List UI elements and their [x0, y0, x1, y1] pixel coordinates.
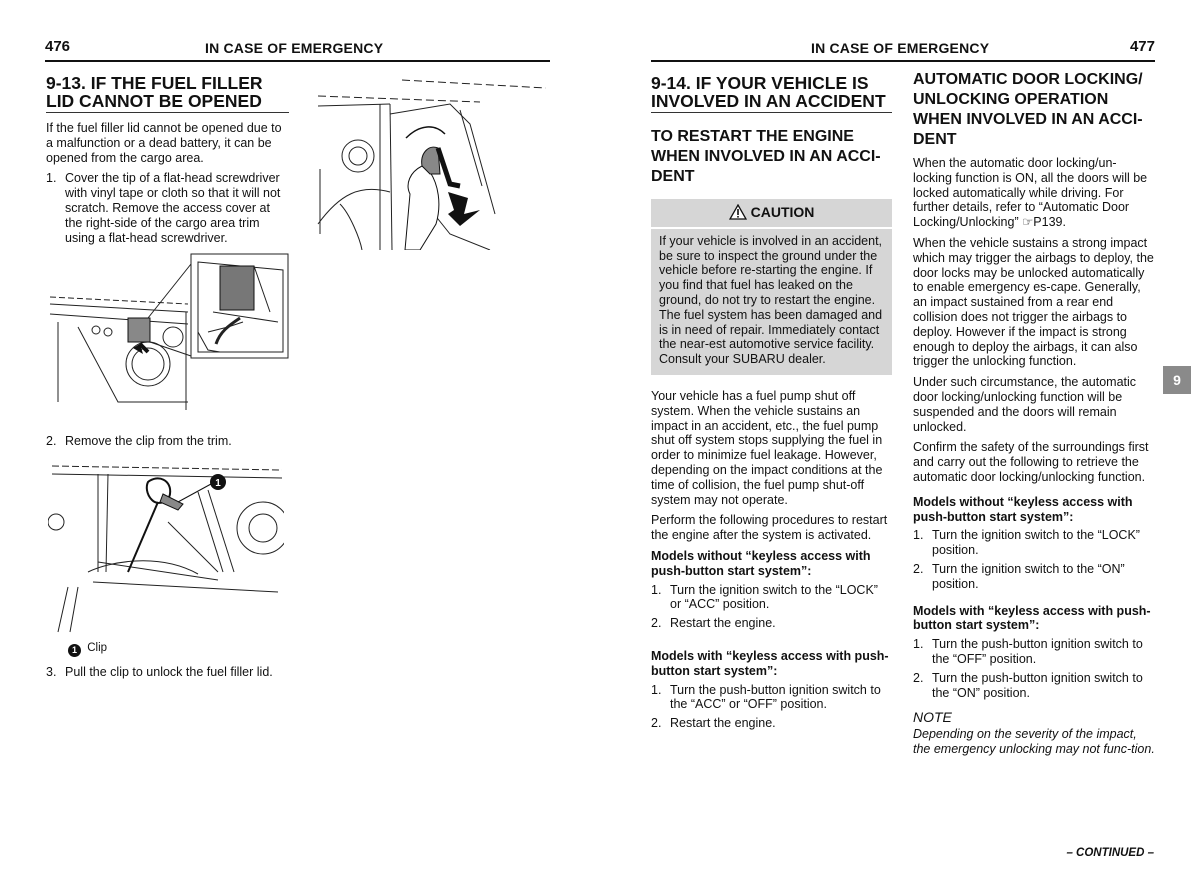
list-item: [913, 637, 1155, 667]
list-item: [46, 434, 289, 449]
left-step-3: [46, 665, 306, 686]
figure-access-cover: [48, 252, 290, 412]
list-item: [913, 562, 1155, 592]
page-number: 476: [45, 38, 71, 55]
list-item: [46, 171, 289, 245]
caption-label: Clip: [87, 642, 108, 654]
left-column: [46, 74, 289, 251]
step-text: Restart the engine.: [670, 616, 776, 631]
note-label: NOTE: [913, 709, 952, 726]
section-title: AUTOMATIC DOOR LOCKING/ UNLOCKING OPERATION WHEN INVOLVED IN AN ACCI-DENT: [913, 71, 1143, 148]
list-item: [651, 716, 892, 731]
note-text: Depending on the severity of the impact, the emergency unlocking may not func-tion.: [913, 727, 1155, 756]
figure-pull-clip: [310, 74, 550, 250]
step-number: 2.: [46, 434, 57, 448]
step-text: Turn the ignition switch to the “LOCK” or “ACC” position.: [670, 582, 878, 612]
intro-paragraph: If the fuel filler lid cannot be opened due to a malfunction or a dead battery, it can be opened from the cargo area.: [46, 121, 282, 165]
step-list: [913, 637, 1155, 700]
list-item: [913, 528, 1155, 558]
step-text: Cover the tip of a flat-head screwdriver with vinyl tape or cloth so that it will not scratch. Remove the access cover at the right-side of the cargo area trim using a flat-head screwdriver.: [65, 171, 281, 245]
left-page-header: [45, 38, 550, 62]
chapter-thumb-tab: 9: [1163, 366, 1191, 394]
section-title-line: 9-14. IF YOUR VEHICLE IS: [651, 73, 869, 93]
caution-text: If your vehicle is involved in an accident, be sure to inspect the ground under the vehicle before re-starting the engine. If you find that fuel has leaked on the ground, do not try to restart the engine. The fuel system has been damaged and is in need of repair. Immediately contact the near-est automotive service facility. Consult your SUBARU dealer.: [659, 233, 883, 367]
section-title-line: LID CANNOT BE OPENED: [46, 91, 262, 111]
caution-header: [651, 199, 892, 229]
paragraph: When the automatic door locking/un-locking function is ON, all the doors will be locked automatically while driving. For further details, refer to “Automatic Door Locking/Unlocking” ☞P139.: [913, 156, 1148, 230]
section-title-line: INVOLVED IN AN ACCIDENT: [651, 91, 886, 111]
step-text: Pull the clip to unlock the fuel filler lid.: [65, 665, 273, 679]
left-step-2: [46, 434, 289, 455]
paragraph: When the vehicle sustains a strong impact which may trigger the airbags to deploy, the door locks may be unlocked automatically to enable emergency es-cape. Generally, an impact sustained from a rear end collision does not trigger the airbags to deploy. However if the impact is strong enough to deploy the airbags, it can also trigger the unlocking function.: [913, 235, 1154, 369]
figure-clip: [48, 462, 284, 634]
bold-heading: Models without “keyless access with push-button start system”:: [651, 548, 871, 578]
step-number: 1.: [913, 528, 924, 543]
step-text: Turn the push-button ignition switch to the “OFF” position.: [932, 637, 1143, 666]
step-text: Turn the ignition switch to the “ON” position.: [932, 561, 1125, 591]
step-number: 1.: [651, 682, 662, 697]
right-column-1: [651, 74, 892, 737]
step-number: 2.: [913, 561, 924, 576]
paragraph: Perform the following procedures to restart the engine after the system is activated.: [651, 513, 888, 543]
right-page-header: [651, 38, 1155, 62]
section-title: [651, 74, 892, 113]
right-column-2: [913, 70, 1155, 757]
step-text: Turn the push-button ignition switch to the “ON” position.: [932, 670, 1143, 700]
caution-label: CAUTION: [750, 204, 815, 220]
bold-heading: Models with “keyless access with push-button start system”:: [651, 648, 889, 678]
paragraph: Your vehicle has a fuel pump shut off system. When the vehicle sustains an impact in an accident, etc., the fuel pump shut off system stops supplying the fuel in order to minimize fuel leakage. However, depending on the impact conditions at the time of collision, the fuel pump shut-off system may not operate.: [651, 388, 883, 507]
continued-label: – CONTINUED –: [1066, 847, 1154, 859]
callout-badge: 1: [68, 644, 81, 657]
step-text: Turn the push-button ignition switch to the “ACC” or “OFF” position.: [670, 682, 881, 712]
step-list: [46, 434, 289, 449]
callout-number: 1: [215, 478, 221, 489]
sub-title: TO RESTART THE ENGINE WHEN INVOLVED IN AN ACCI-DENT: [651, 128, 881, 185]
step-list: [46, 171, 289, 245]
step-list: [651, 583, 892, 631]
step-number: 2.: [651, 616, 662, 631]
header-title: IN CASE OF EMERGENCY: [205, 40, 384, 56]
page-number: 477: [1129, 38, 1155, 55]
step-text: Remove the clip from the trim.: [65, 434, 232, 448]
list-item: [651, 683, 892, 713]
step-number: 1.: [913, 637, 924, 652]
step-list: [651, 683, 892, 731]
list-item: [913, 671, 1155, 701]
step-number: 1.: [46, 171, 57, 186]
step-number: 2.: [651, 716, 662, 731]
step-number: 2.: [913, 670, 924, 685]
section-title: [46, 74, 289, 113]
list-item: [46, 665, 306, 680]
list-item: [651, 616, 892, 631]
bold-heading: Models without “keyless access with push-button start system”:: [913, 494, 1133, 524]
header-title: IN CASE OF EMERGENCY: [811, 40, 990, 56]
right-page: [600, 0, 1200, 896]
caution-box: [651, 199, 892, 375]
step-text: Turn the ignition switch to the “LOCK” position.: [932, 528, 1140, 558]
figure-caption: [68, 642, 107, 657]
bold-heading: Models with “keyless access with push-button start system”:: [913, 603, 1151, 633]
section-title-line: 9-13. IF THE FUEL FILLER: [46, 73, 263, 93]
step-text: Restart the engine.: [670, 716, 776, 731]
warning-icon: [729, 204, 747, 223]
step-number: 3.: [46, 665, 57, 679]
step-list: [913, 528, 1155, 591]
step-number: 1.: [651, 582, 662, 597]
paragraph: Under such circumstance, the automatic door locking/unlocking function will be suspended and the doors will remain unlocked.: [913, 375, 1137, 434]
paragraph: Confirm the safety of the surroundings first and carry out the following to retrieve the automatic door locking/unlocking function.: [913, 440, 1149, 484]
list-item: [651, 583, 892, 613]
step-list: [46, 665, 306, 680]
